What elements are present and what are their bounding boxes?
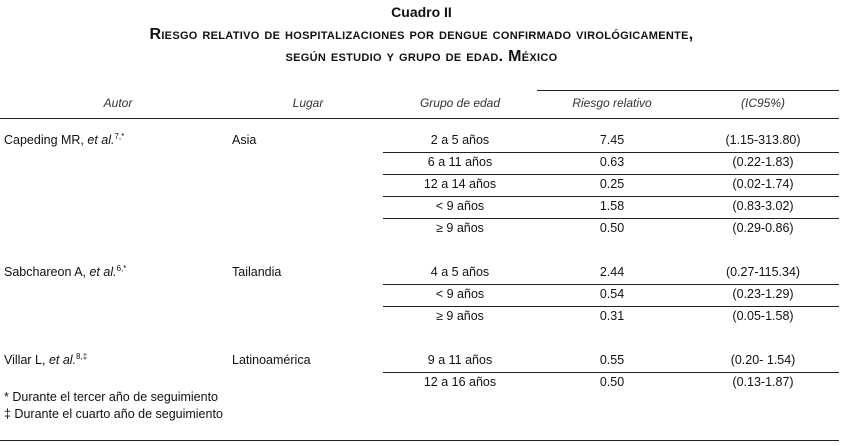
- table-bottom-rule: [0, 440, 839, 441]
- header-autor: Autor: [103, 96, 133, 110]
- age-group-cell: < 9 años: [435, 199, 485, 213]
- study-author: [4, 353, 87, 367]
- relative-risk-cell: 0.54: [599, 287, 625, 301]
- relative-risk-cell: 0.50: [599, 375, 625, 389]
- row-separator-rule: [383, 372, 839, 373]
- confidence-interval-cell: (0.13-1.87): [732, 375, 794, 389]
- relative-risk-cell: 0.31: [599, 309, 625, 323]
- relative-risk-cell: 0.25: [599, 177, 625, 191]
- study-author-etal: et al.: [89, 265, 117, 279]
- table-title-line-1: Riesgo relativo de hospitalizaciones por dengue confirmado virológicamente,: [149, 26, 694, 43]
- study-place: Latinoamérica: [232, 353, 311, 367]
- header-riesgo-relativo: Riesgo relativo: [572, 96, 652, 110]
- confidence-interval-cell: (1.15-313.80): [725, 133, 801, 147]
- study-author-etal: et al.: [87, 133, 115, 147]
- relative-risk-cell: 0.63: [599, 155, 625, 169]
- study-author: [4, 265, 126, 279]
- age-group-cell: 12 a 16 años: [423, 375, 497, 389]
- age-group-cell: ≥ 9 años: [436, 309, 484, 323]
- row-separator-rule: [383, 152, 839, 153]
- footnote-2: ‡ Durante el cuarto año de seguimiento: [4, 407, 223, 421]
- table-title: [0, 24, 843, 68]
- confidence-interval-cell: (0.02-1.74): [732, 177, 794, 191]
- table-title-line-2: según estudio y grupo de edad. México: [285, 48, 558, 65]
- row-separator-rule: [383, 218, 839, 219]
- study-place: Tailandia: [232, 265, 282, 279]
- age-group-cell: 6 a 11 años: [427, 155, 493, 169]
- relative-risk-cell: 0.55: [599, 353, 625, 367]
- study-author-etal: et al.: [48, 353, 77, 367]
- confidence-interval-cell: (0.22-1.83): [732, 155, 794, 169]
- header-bottom-rule: [0, 118, 839, 119]
- study-author-ref: 6,*: [116, 263, 127, 273]
- header-grupo-edad: Grupo de edad: [419, 96, 501, 110]
- confidence-interval-cell: (0.29-0.86): [732, 221, 794, 235]
- header-ic95: (IC95%): [740, 96, 786, 110]
- age-group-cell: ≥ 9 años: [436, 221, 484, 235]
- row-separator-rule: [383, 196, 839, 197]
- table-caption-label: Cuadro II: [391, 4, 452, 20]
- row-separator-rule: [383, 174, 839, 175]
- study-author-ref: 7,*: [114, 131, 125, 141]
- age-group-cell: 4 a 5 años: [430, 265, 490, 279]
- confidence-interval-cell: (0.23-1.29): [732, 287, 794, 301]
- study-author-name: Villar L,: [4, 353, 49, 367]
- age-group-cell: < 9 años: [435, 287, 485, 301]
- study-place: Asia: [232, 133, 257, 147]
- relative-risk-cell: 0.50: [599, 221, 625, 235]
- confidence-interval-cell: (0.27-115.34): [725, 265, 801, 279]
- age-group-cell: 12 a 14 años: [423, 177, 497, 191]
- study-author: [4, 133, 124, 147]
- age-group-cell: 2 a 5 años: [430, 133, 490, 147]
- relative-risk-cell: 7.45: [599, 133, 625, 147]
- relative-risk-cell: 1.58: [599, 199, 625, 213]
- study-author-name: Capeding MR,: [4, 133, 88, 147]
- relative-risk-cell: 2.44: [599, 265, 625, 279]
- age-group-cell: 9 a 11 años: [427, 353, 493, 367]
- header-lugar: Lugar: [292, 96, 324, 110]
- confidence-interval-cell: (0.05-1.58): [732, 309, 794, 323]
- row-separator-rule: [383, 284, 839, 285]
- study-author-ref: 8,‡: [76, 351, 88, 361]
- footnote-1: * Durante el tercer año de seguimiento: [4, 390, 219, 404]
- row-separator-rule: [383, 306, 839, 307]
- header-top-rule: [537, 90, 839, 91]
- study-author-name: Sabchareon A,: [4, 265, 90, 279]
- confidence-interval-cell: (0.83-3.02): [732, 199, 794, 213]
- confidence-interval-cell: (0.20- 1.54): [730, 353, 796, 367]
